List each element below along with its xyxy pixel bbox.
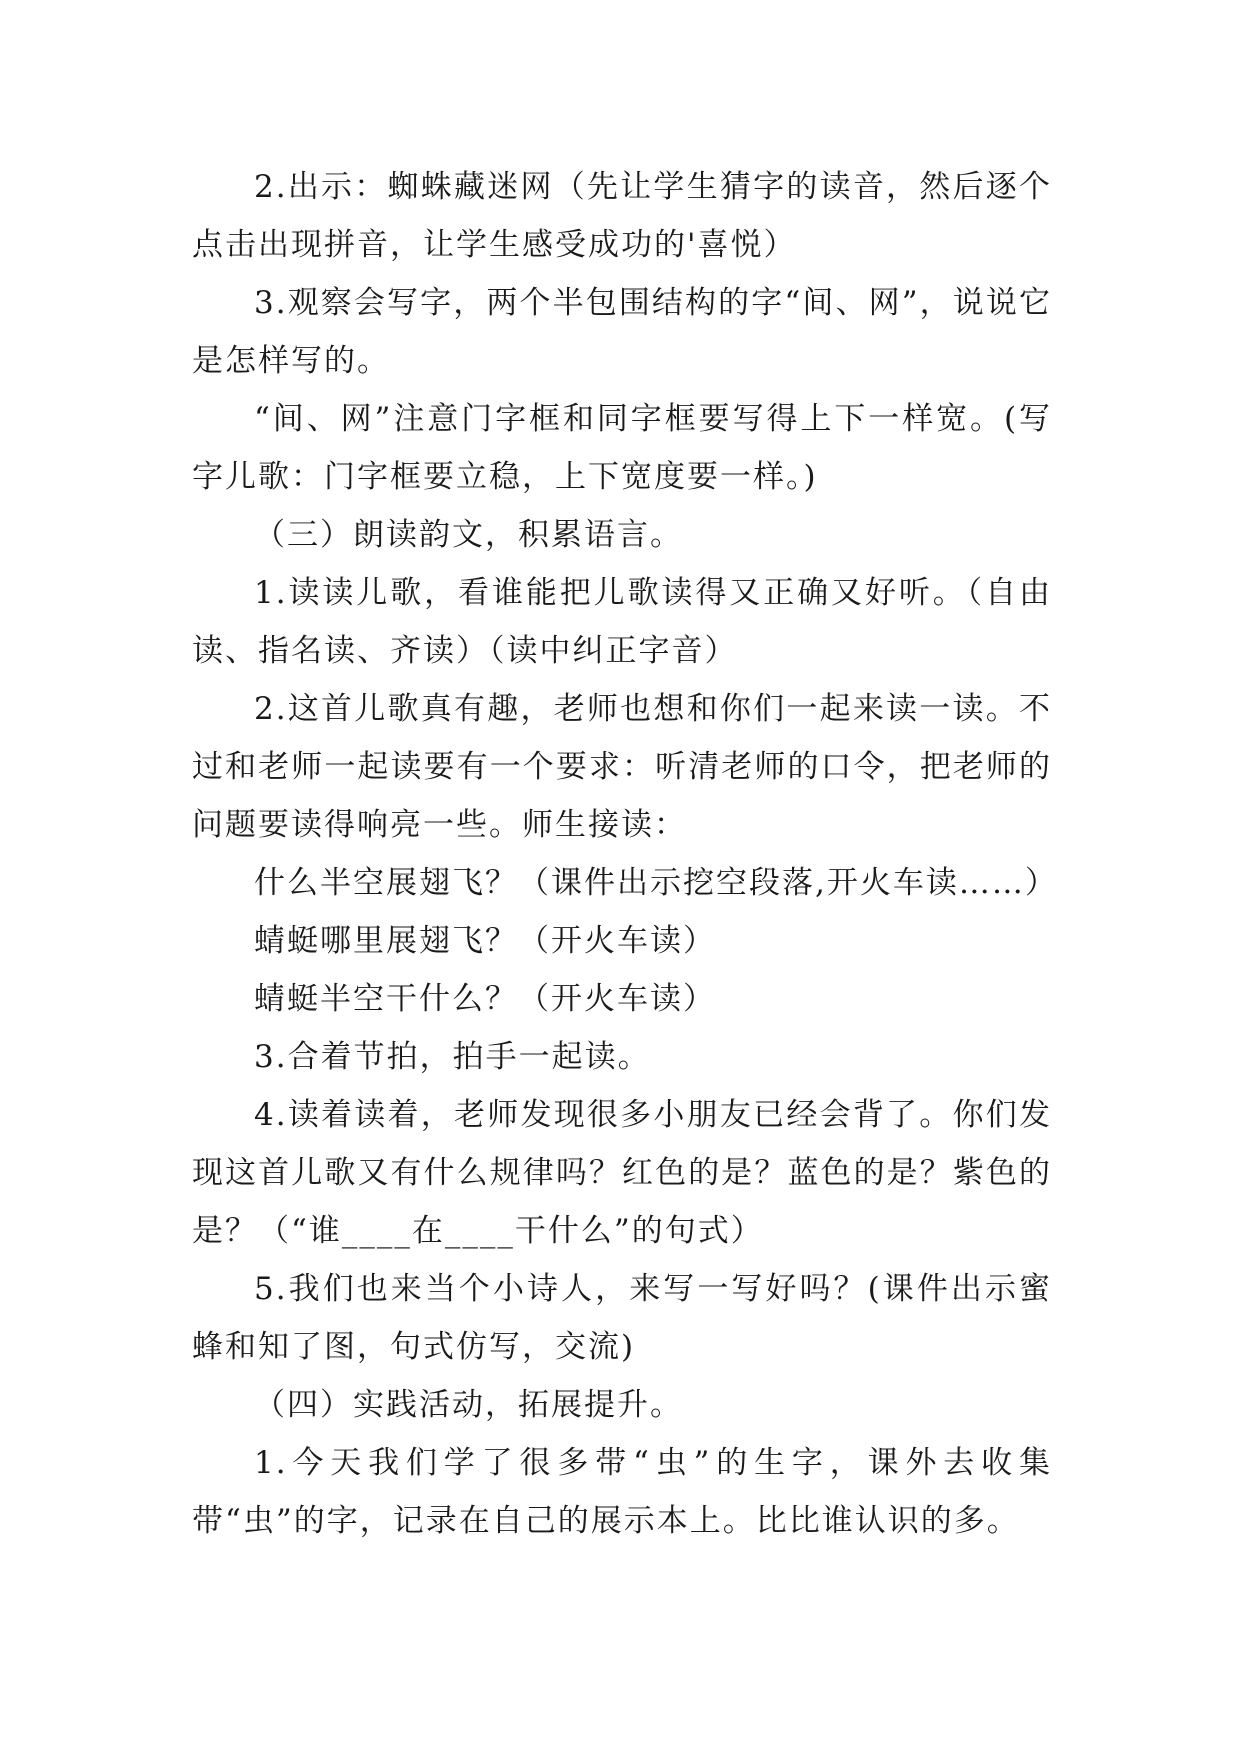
paragraph-step-3-observe-writing: 3.观察会写字，两个半包围结构的字“间、网”，说说它是怎样写的。 bbox=[192, 285, 1052, 379]
section-heading-practice: （四）实践活动，拓展提升。 bbox=[254, 1387, 683, 1423]
paragraph-step-2-read-together: 2.这首儿歌真有趣，老师也想和你们一起来读一读。不过和老师一起读要有一个要求：听清老师的口令，把老师的问题要读得响亮一些。师生接读： bbox=[192, 691, 1052, 843]
rhyme-question-line: 蜻蜓半空干什么？（开火车读） bbox=[254, 981, 716, 1017]
paragraph-step-5-poet: 5.我们也来当个小诗人，来写一写好吗？(课件出示蜜蜂和知了图，句式仿写，交流) bbox=[192, 1271, 1052, 1365]
paragraph-writing-note: “间、网”注意门字框和同字框要写得上下一样宽。(写字儿歌：门字框要立稳，上下宽度要一样。) bbox=[192, 401, 1052, 495]
paragraph-step-1-collect: 1.今天我们学了很多带“虫”的生字，课外去收集带“虫”的字，记录在自己的展示本上。比比谁认识的多。 bbox=[192, 1445, 1052, 1539]
paragraph-step-4-pattern: 4.读着读着，老师发现很多小朋友已经会背了。你们发现这首儿歌又有什么规律吗？红色的是？蓝色的是？紫色的是？（“谁____在____干什么”的句式） bbox=[192, 1097, 1052, 1249]
rhyme-question-line: 什么半空展翅飞？（课件出示挖空段落,开火车读……） bbox=[254, 865, 1058, 901]
paragraph-step-1-read-rhyme: 1.读读儿歌，看谁能把儿歌读得又正确又好听。（自由读、指名读、齐读）（读中纠正字音） bbox=[192, 575, 1052, 669]
rhyme-question-line: 蜻蜓哪里展翅飞？（开火车读） bbox=[254, 923, 716, 959]
paragraph-step-3-clap: 3.合着节拍，拍手一起读。 bbox=[254, 1039, 651, 1075]
document-body bbox=[192, 158, 1058, 1550]
paragraph-step-2-show-spider: 2.出示：蜘蛛藏迷网（先让学生猜字的读音，然后逐个点击出现拼音，让学生感受成功的'喜悦） bbox=[192, 169, 1052, 263]
section-heading-reading: （三）朗读韵文，积累语言。 bbox=[254, 517, 683, 553]
